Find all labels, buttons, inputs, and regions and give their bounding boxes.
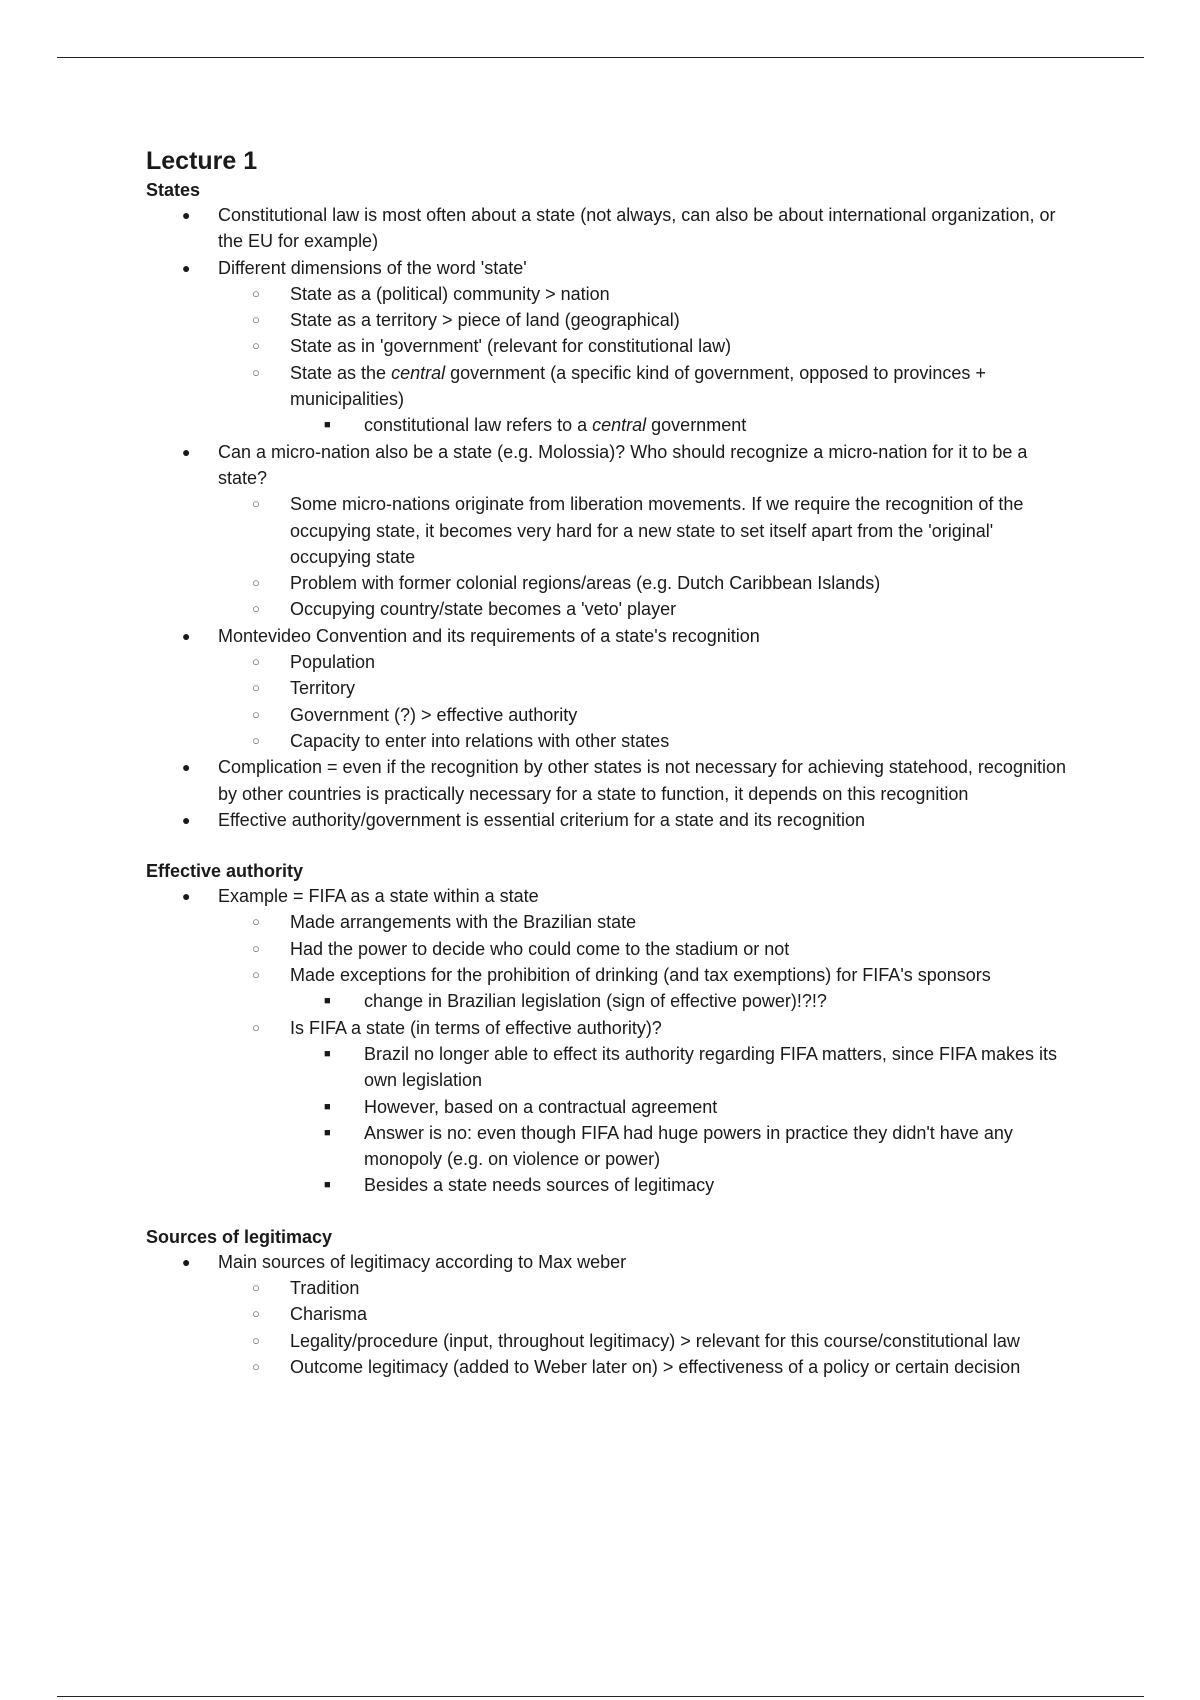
section-states — [146, 178, 1066, 833]
square-bullet-icon: ■ — [324, 995, 331, 1008]
circle-bullet-icon: ○ — [252, 1332, 260, 1348]
circle-bullet-icon: ○ — [252, 706, 260, 722]
section-heading: States — [146, 180, 201, 200]
circle-bullet-icon: ○ — [252, 967, 260, 983]
list-item: ○ State as the central government (a specific kind of government, opposed to provinces + municipalities) ■ constitutional law refers to a central government — [218, 360, 1066, 439]
sub-sub-list — [290, 1041, 1066, 1199]
sub-list — [218, 649, 1066, 754]
page-title: Lecture 1 — [146, 147, 258, 175]
circle-bullet-icon: ○ — [252, 940, 260, 956]
disc-bullet-icon: ● — [182, 1253, 191, 1270]
list-item: ○ Government (?) > effective authority — [218, 702, 1066, 728]
bullet-list — [146, 1249, 1066, 1380]
list-item: ○ Problem with former colonial regions/areas (e.g. Dutch Caribbean Islands) — [218, 570, 1066, 596]
square-bullet-icon: ■ — [324, 1179, 331, 1192]
disc-bullet-icon: ● — [182, 207, 191, 223]
square-bullet-icon: ■ — [324, 1126, 331, 1139]
circle-bullet-icon: ○ — [252, 1279, 260, 1295]
list-item: ● Example = FIFA as a state within a state ○ Made arrangements with the Brazilian state ○ Had the power to decide who could come to the stadium or not ○ Made exceptions for the prohibition of drinking (and tax exemptions) for FIFA's sponsors ■ change in Brazilian legislation (sign of effective power)!?!? ○ Is FIFA a state (in terms of effective authority)? ■ Brazil no longer able to effect its authority regarding FIFA matters, since FIFA makes its own legislation ■ However, based on a contractual agreement ■ Answer is no: even though FIFA had huge powers in practice they didn't have any monopoly (e.g. on violence or power) ■ Besides a state needs sources of legitimacy — [146, 883, 1066, 1199]
circle-bullet-icon: ○ — [252, 601, 260, 617]
square-bullet-icon: ■ — [324, 1100, 331, 1113]
circle-bullet-icon: ○ — [252, 914, 260, 930]
list-item: ○ Is FIFA a state (in terms of effective authority)? ■ Brazil no longer able to effect its authority regarding FIFA matters, since FIFA makes its own legislation ■ However, based on a contractual agreement ■ Answer is no: even though FIFA had huge powers in practice they didn't have any monopoly (e.g. on violence or power) ■ Besides a state needs sources of legitimacy — [218, 1015, 1066, 1199]
document-body — [146, 144, 1066, 1380]
circle-bullet-icon: ○ — [252, 680, 260, 696]
sub-sub-list — [290, 988, 1066, 1014]
top-rule — [57, 57, 1144, 58]
sub-sub-list — [290, 412, 1066, 438]
bullet-list — [146, 202, 1066, 833]
disc-bullet-icon: ● — [182, 759, 191, 776]
list-item: ○ Outcome legitimacy (added to Weber later on) > effectiveness of a policy or certain decision — [218, 1354, 1066, 1380]
bullet-list — [146, 883, 1066, 1199]
disc-bullet-icon: ● — [182, 443, 191, 460]
section-effective-authority — [146, 859, 1066, 1199]
list-item: ○ Charisma — [218, 1301, 1066, 1327]
list-item: ■ Brazil no longer able to effect its authority regarding FIFA matters, since FIFA makes its own legislation — [290, 1041, 1066, 1094]
list-item: ○ State as a (political) community > nation — [218, 281, 1066, 307]
list-item: ■ change in Brazilian legislation (sign of effective power)!?!? — [290, 988, 1066, 1014]
list-item: ○ Capacity to enter into relations with other states — [218, 728, 1066, 754]
disc-bullet-icon: ● — [182, 811, 191, 828]
list-item: ○ State as in 'government' (relevant for constitutional law) — [218, 333, 1066, 359]
circle-bullet-icon: ○ — [252, 1019, 260, 1035]
sub-list — [218, 281, 1066, 439]
list-item: ○ Population — [218, 649, 1066, 675]
list-item: ○ Territory — [218, 675, 1066, 701]
sub-list — [218, 491, 1066, 622]
list-item: ○ State as a territory > piece of land (geographical) — [218, 307, 1066, 333]
list-item: ■ constitutional law refers to a central government — [290, 412, 1066, 438]
circle-bullet-icon: ○ — [252, 364, 260, 380]
disc-bullet-icon: ● — [182, 627, 191, 644]
disc-bullet-icon: ● — [182, 259, 191, 276]
circle-bullet-icon: ○ — [252, 1306, 260, 1322]
section-heading: Effective authority — [146, 861, 304, 882]
circle-bullet-icon: ○ — [252, 496, 260, 512]
list-item: ○ Had the power to decide who could come to the stadium or not — [218, 936, 1066, 962]
circle-bullet-icon: ○ — [252, 654, 260, 670]
list-item: ■ However, based on a contractual agreement — [290, 1094, 1066, 1120]
list-item: ■ Besides a state needs sources of legitimacy — [290, 1172, 1066, 1198]
circle-bullet-icon: ○ — [252, 1358, 260, 1374]
list-item: ○ Tradition — [218, 1275, 1066, 1301]
sub-list — [218, 1275, 1066, 1380]
list-item: ○ Legality/procedure (input, throughout legitimacy) > relevant for this course/constitutional law — [218, 1328, 1066, 1354]
sub-list — [218, 909, 1066, 1198]
circle-bullet-icon: ○ — [252, 732, 260, 748]
list-item: ○ Occupying country/state becomes a 'veto' player — [218, 596, 1066, 622]
square-bullet-icon: ■ — [324, 419, 331, 432]
square-bullet-icon: ■ — [324, 1047, 331, 1060]
list-item: ● Different dimensions of the word 'state' ○ State as a (political) community > nation ○ State as a territory > piece of land (geographical) ○ State as in 'government' (relevant for constitutional law) ○ State as the central government (a specific kind of government, opposed to provinces + municipalities) ■ constitutional law refers to a central government — [146, 255, 1066, 439]
section-heading: Sources of legitimacy — [146, 1226, 333, 1247]
circle-bullet-icon: ○ — [252, 312, 260, 328]
list-item: ● Effective authority/government is essential criterium for a state and its recognition — [146, 807, 1066, 833]
circle-bullet-icon: ○ — [252, 575, 260, 591]
list-item: ● Complication = even if the recognition by other states is not necessary for achieving statehood, recognition by other countries is practically necessary for a state to function, it depends on this recognition — [146, 754, 1066, 807]
circle-bullet-icon: ○ — [252, 338, 260, 354]
list-item: ● Constitutional law is most often about a state (not always, can also be about international organization, or the EU for example) — [146, 202, 1066, 255]
section-sources-of-legitimacy — [146, 1225, 1066, 1380]
bottom-rule — [57, 1696, 1144, 1697]
list-item: ● Main sources of legitimacy according to Max weber ○ Tradition ○ Charisma ○ Legality/procedure (input, throughout legitimacy) > relevant for this course/constitutional law ○ Outcome legitimacy (added to Weber later on) > effectiveness of a policy or certain decision — [146, 1249, 1066, 1380]
list-item: ○ Some micro-nations originate from liberation movements. If we require the recognition of the occupying state, it becomes very hard for a new state to set itself apart from the 'original' occupying state — [218, 491, 1066, 570]
list-item: ○ Made arrangements with the Brazilian state — [218, 909, 1066, 935]
list-item: ● Can a micro-nation also be a state (e.g. Molossia)? Who should recognize a micro-nation for it to be a state? ○ Some micro-nations originate from liberation movements. If we require the recognition of the occupying state, it becomes very hard for a new state to set itself apart from the 'original' occupying state ○ Problem with former colonial regions/areas (e.g. Dutch Caribbean Islands) ○ Occupying country/state becomes a 'veto' player — [146, 439, 1066, 623]
circle-bullet-icon: ○ — [252, 285, 260, 301]
disc-bullet-icon: ● — [182, 888, 191, 905]
list-item: ■ Answer is no: even though FIFA had huge powers in practice they didn't have any monopoly (e.g. on violence or power) — [290, 1120, 1066, 1173]
list-item: ● Montevideo Convention and its requirements of a state's recognition ○ Population ○ Territory ○ Government (?) > effective authority ○ Capacity to enter into relations with other states — [146, 623, 1066, 754]
list-item: ○ Made exceptions for the prohibition of drinking (and tax exemptions) for FIFA's sponsors ■ change in Brazilian legislation (sign of effective power)!?!? — [218, 962, 1066, 1015]
